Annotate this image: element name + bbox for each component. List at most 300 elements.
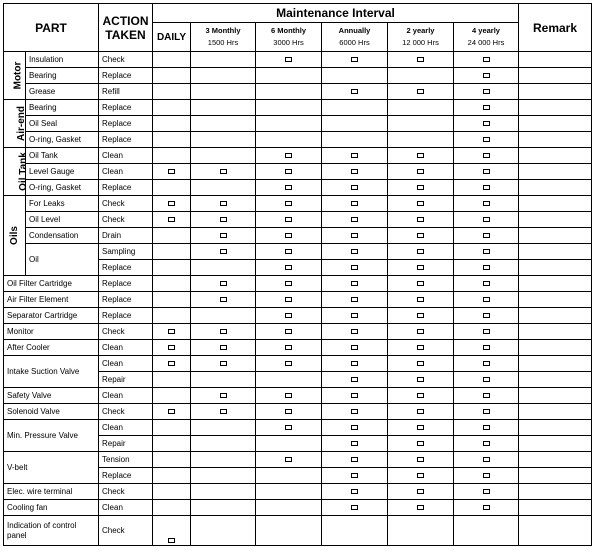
checkbox-icon bbox=[351, 329, 358, 334]
interval-cell bbox=[153, 484, 191, 500]
checkbox-icon bbox=[417, 361, 424, 366]
checkbox-icon bbox=[483, 505, 490, 510]
interval-cell bbox=[322, 244, 388, 260]
checkbox-icon bbox=[483, 345, 490, 350]
interval-cell bbox=[191, 436, 256, 452]
interval-header-annually bbox=[322, 23, 388, 52]
interval-cell bbox=[153, 276, 191, 292]
interval-cell bbox=[191, 164, 256, 180]
interval-cell bbox=[322, 420, 388, 436]
interval-cell bbox=[322, 132, 388, 148]
part-name: Separator Cartridge bbox=[4, 308, 99, 324]
checkbox-icon bbox=[285, 313, 292, 318]
interval-cell bbox=[388, 100, 454, 116]
checkbox-icon bbox=[351, 297, 358, 302]
interval-hours: 6000 Hrs bbox=[339, 38, 370, 47]
group-label-text: Oil Tank bbox=[17, 152, 29, 191]
interval-label: 2 yearly bbox=[406, 26, 435, 35]
checkbox-icon bbox=[351, 89, 358, 94]
checkbox-icon bbox=[220, 233, 227, 238]
interval-cell bbox=[454, 292, 519, 308]
interval-cell bbox=[256, 244, 322, 260]
checkbox-icon bbox=[417, 505, 424, 510]
remark-cell bbox=[519, 404, 592, 420]
interval-cell bbox=[322, 516, 388, 546]
table-row bbox=[4, 52, 592, 68]
checkbox-icon bbox=[417, 409, 424, 414]
interval-cell bbox=[191, 212, 256, 228]
remark-cell bbox=[519, 180, 592, 196]
part-name: Intake Suction Valve bbox=[4, 356, 99, 388]
checkbox-icon bbox=[351, 201, 358, 206]
interval-cell bbox=[454, 132, 519, 148]
checkbox-icon bbox=[483, 217, 490, 222]
table-row bbox=[4, 452, 592, 468]
part-name: Bearing bbox=[26, 100, 99, 116]
action-taken: Replace bbox=[99, 292, 153, 308]
remark-cell bbox=[519, 196, 592, 212]
interval-cell bbox=[256, 116, 322, 132]
checkbox-icon bbox=[483, 425, 490, 430]
interval-cell bbox=[322, 116, 388, 132]
interval-cell bbox=[256, 388, 322, 404]
checkbox-icon bbox=[285, 457, 292, 462]
group-label-text: Motor bbox=[12, 61, 24, 90]
part-name: Cooling fan bbox=[4, 500, 99, 516]
checkbox-icon bbox=[220, 409, 227, 414]
interval-cell bbox=[454, 340, 519, 356]
interval-cell bbox=[256, 132, 322, 148]
part-name: Bearing bbox=[26, 68, 99, 84]
part-name: Safety Valve bbox=[4, 388, 99, 404]
remark-cell bbox=[519, 388, 592, 404]
interval-cell bbox=[322, 324, 388, 340]
table-row bbox=[4, 340, 592, 356]
action-taken: Check bbox=[99, 324, 153, 340]
interval-cell bbox=[388, 132, 454, 148]
interval-cell bbox=[322, 436, 388, 452]
interval-cell bbox=[153, 212, 191, 228]
interval-cell bbox=[191, 404, 256, 420]
checkbox-icon bbox=[483, 489, 490, 494]
interval-cell bbox=[454, 180, 519, 196]
part-header: PART bbox=[4, 4, 99, 52]
remark-cell bbox=[519, 228, 592, 244]
interval-cell bbox=[388, 356, 454, 372]
checkbox-icon bbox=[351, 265, 358, 270]
interval-cell bbox=[153, 356, 191, 372]
group-label-oils bbox=[4, 196, 26, 276]
interval-cell bbox=[191, 196, 256, 212]
checkbox-icon bbox=[483, 313, 490, 318]
checkbox-icon bbox=[483, 361, 490, 366]
table-row bbox=[4, 212, 592, 228]
interval-cell bbox=[322, 260, 388, 276]
checkbox-icon bbox=[483, 169, 490, 174]
interval-cell bbox=[454, 500, 519, 516]
interval-cell bbox=[191, 228, 256, 244]
remark-cell bbox=[519, 164, 592, 180]
checkbox-icon bbox=[483, 249, 490, 254]
remark-cell bbox=[519, 500, 592, 516]
checkbox-icon bbox=[285, 233, 292, 238]
interval-label: Annually bbox=[338, 26, 371, 35]
checkbox-icon bbox=[351, 393, 358, 398]
interval-cell bbox=[322, 452, 388, 468]
action-taken: Clean bbox=[99, 388, 153, 404]
checkbox-icon bbox=[417, 89, 424, 94]
interval-cell bbox=[256, 52, 322, 68]
checkbox-icon bbox=[351, 249, 358, 254]
checkbox-icon bbox=[168, 169, 175, 174]
action-taken: Sampling bbox=[99, 244, 153, 260]
checkbox-icon bbox=[417, 313, 424, 318]
action-taken-header bbox=[99, 4, 153, 52]
interval-cell bbox=[256, 356, 322, 372]
interval-cell bbox=[388, 84, 454, 100]
checkbox-icon bbox=[417, 233, 424, 238]
interval-cell bbox=[454, 308, 519, 324]
interval-cell bbox=[191, 420, 256, 436]
checkbox-icon bbox=[351, 361, 358, 366]
interval-cell bbox=[153, 196, 191, 212]
table-row bbox=[4, 308, 592, 324]
interval-cell bbox=[256, 276, 322, 292]
remark-cell bbox=[519, 516, 592, 546]
part-name: Elec. wire terminal bbox=[4, 484, 99, 500]
checkbox-icon bbox=[483, 441, 490, 446]
checkbox-icon bbox=[351, 153, 358, 158]
checkbox-icon bbox=[483, 57, 490, 62]
interval-hours: 1500 Hrs bbox=[207, 38, 239, 47]
action-taken: Tension bbox=[99, 452, 153, 468]
checkbox-icon bbox=[417, 489, 424, 494]
group-label-text: Oils bbox=[9, 226, 20, 245]
checkbox-icon bbox=[285, 345, 292, 350]
interval-cell bbox=[388, 484, 454, 500]
part-name: Oil bbox=[26, 244, 99, 276]
interval-cell bbox=[388, 228, 454, 244]
interval-cell bbox=[454, 404, 519, 420]
checkbox-icon bbox=[285, 281, 292, 286]
checkbox-icon bbox=[483, 185, 490, 190]
remark-cell bbox=[519, 292, 592, 308]
checkbox-icon bbox=[417, 217, 424, 222]
interval-cell bbox=[322, 308, 388, 324]
checkbox-icon bbox=[168, 201, 175, 206]
interval-cell bbox=[153, 260, 191, 276]
part-name: O-ring, Gasket bbox=[26, 180, 99, 196]
checkbox-icon bbox=[483, 473, 490, 478]
part-name: For Leaks bbox=[26, 196, 99, 212]
interval-hours: 12 000 Hrs bbox=[402, 38, 439, 47]
interval-cell bbox=[454, 452, 519, 468]
checkbox-icon bbox=[417, 329, 424, 334]
interval-cell bbox=[256, 228, 322, 244]
interval-cell bbox=[153, 228, 191, 244]
interval-cell bbox=[454, 212, 519, 228]
interval-cell bbox=[388, 452, 454, 468]
interval-cell bbox=[153, 308, 191, 324]
action-taken: Clean bbox=[99, 356, 153, 372]
interval-cell bbox=[388, 116, 454, 132]
group-label-motor bbox=[4, 52, 26, 100]
interval-cell bbox=[454, 420, 519, 436]
interval-cell bbox=[388, 420, 454, 436]
checkbox-icon bbox=[417, 265, 424, 270]
interval-cell bbox=[454, 356, 519, 372]
table-row bbox=[4, 388, 592, 404]
remark-cell bbox=[519, 276, 592, 292]
interval-header-3monthly bbox=[191, 23, 256, 52]
interval-cell bbox=[454, 436, 519, 452]
checkbox-icon bbox=[417, 249, 424, 254]
checkbox-icon bbox=[351, 313, 358, 318]
remark-cell bbox=[519, 340, 592, 356]
remark-cell bbox=[519, 84, 592, 100]
interval-cell bbox=[322, 372, 388, 388]
checkbox-icon bbox=[351, 425, 358, 430]
checkbox-icon bbox=[220, 201, 227, 206]
interval-cell bbox=[191, 84, 256, 100]
interval-cell bbox=[454, 516, 519, 546]
action-taken: Repair bbox=[99, 436, 153, 452]
checkbox-icon bbox=[285, 57, 292, 62]
part-name: Solenoid Valve bbox=[4, 404, 99, 420]
interval-cell bbox=[322, 180, 388, 196]
remark-cell bbox=[519, 372, 592, 388]
checkbox-icon bbox=[483, 73, 490, 78]
remark-cell bbox=[519, 484, 592, 500]
checkbox-icon bbox=[483, 297, 490, 302]
interval-cell bbox=[454, 228, 519, 244]
interval-cell bbox=[256, 372, 322, 388]
interval-cell bbox=[153, 244, 191, 260]
interval-cell bbox=[191, 516, 256, 546]
interval-cell bbox=[454, 324, 519, 340]
checkbox-icon bbox=[351, 377, 358, 382]
checkbox-icon bbox=[417, 169, 424, 174]
interval-cell bbox=[256, 436, 322, 452]
interval-cell bbox=[322, 276, 388, 292]
action-taken: Replace bbox=[99, 468, 153, 484]
checkbox-icon bbox=[483, 89, 490, 94]
interval-cell bbox=[153, 516, 191, 546]
interval-cell bbox=[191, 100, 256, 116]
table-row bbox=[4, 196, 592, 212]
action-taken: Replace bbox=[99, 116, 153, 132]
checkbox-icon bbox=[220, 297, 227, 302]
interval-label: 3 Monthly bbox=[205, 26, 241, 35]
action-taken: Check bbox=[99, 212, 153, 228]
checkbox-icon bbox=[417, 377, 424, 382]
table-row bbox=[4, 404, 592, 420]
checkbox-icon bbox=[220, 345, 227, 350]
checkbox-icon bbox=[285, 361, 292, 366]
interval-cell bbox=[256, 484, 322, 500]
action-taken: Repair bbox=[99, 372, 153, 388]
remark-cell bbox=[519, 100, 592, 116]
action-taken: Drain bbox=[99, 228, 153, 244]
interval-header-4yearly bbox=[454, 23, 519, 52]
interval-cell bbox=[191, 244, 256, 260]
interval-cell bbox=[256, 324, 322, 340]
checkbox-icon bbox=[220, 169, 227, 174]
checkbox-icon bbox=[168, 538, 175, 543]
table-row bbox=[4, 292, 592, 308]
interval-cell bbox=[388, 244, 454, 260]
part-name: Oil Seal bbox=[26, 116, 99, 132]
interval-cell bbox=[256, 260, 322, 276]
interval-cell bbox=[322, 68, 388, 84]
interval-header-2yearly bbox=[388, 23, 454, 52]
checkbox-icon bbox=[168, 361, 175, 366]
interval-cell bbox=[153, 500, 191, 516]
part-name: Condensation bbox=[26, 228, 99, 244]
table-row bbox=[4, 84, 592, 100]
maintenance-table bbox=[3, 3, 592, 546]
remark-cell bbox=[519, 452, 592, 468]
part-name: Oil Level bbox=[26, 212, 99, 228]
checkbox-icon bbox=[351, 233, 358, 238]
table-row bbox=[4, 164, 592, 180]
part-name: Oil Filter Cartridge bbox=[4, 276, 99, 292]
checkbox-icon bbox=[417, 185, 424, 190]
remark-cell bbox=[519, 244, 592, 260]
interval-cell bbox=[388, 148, 454, 164]
action-header-line2: TAKEN bbox=[105, 27, 146, 42]
interval-cell bbox=[454, 164, 519, 180]
interval-cell bbox=[322, 228, 388, 244]
table-row bbox=[4, 100, 592, 116]
interval-cell bbox=[322, 500, 388, 516]
interval-cell bbox=[388, 276, 454, 292]
interval-cell bbox=[256, 180, 322, 196]
interval-cell bbox=[191, 68, 256, 84]
checkbox-icon bbox=[417, 57, 424, 62]
checkbox-icon bbox=[285, 425, 292, 430]
interval-cell bbox=[191, 276, 256, 292]
interval-cell bbox=[191, 372, 256, 388]
checkbox-icon bbox=[351, 441, 358, 446]
interval-cell bbox=[454, 388, 519, 404]
interval-cell bbox=[454, 260, 519, 276]
interval-cell bbox=[256, 148, 322, 164]
checkbox-icon bbox=[168, 409, 175, 414]
checkbox-icon bbox=[483, 377, 490, 382]
table-row bbox=[4, 324, 592, 340]
interval-cell bbox=[454, 276, 519, 292]
checkbox-icon bbox=[351, 457, 358, 462]
interval-cell bbox=[388, 468, 454, 484]
action-taken: Clean bbox=[99, 148, 153, 164]
interval-cell bbox=[256, 340, 322, 356]
table-row bbox=[4, 148, 592, 164]
part-name: Air Filter Element bbox=[4, 292, 99, 308]
action-taken: Replace bbox=[99, 180, 153, 196]
interval-cell bbox=[388, 324, 454, 340]
interval-cell bbox=[256, 452, 322, 468]
interval-cell bbox=[191, 292, 256, 308]
group-label-oiltank bbox=[4, 148, 29, 196]
interval-cell bbox=[191, 52, 256, 68]
interval-cell bbox=[454, 372, 519, 388]
interval-cell bbox=[454, 68, 519, 84]
interval-cell bbox=[322, 484, 388, 500]
interval-cell bbox=[388, 52, 454, 68]
remark-cell bbox=[519, 436, 592, 452]
remark-cell bbox=[519, 420, 592, 436]
checkbox-icon bbox=[220, 361, 227, 366]
interval-cell bbox=[153, 180, 191, 196]
remark-cell bbox=[519, 356, 592, 372]
interval-cell bbox=[322, 52, 388, 68]
checkbox-icon bbox=[417, 473, 424, 478]
remark-cell bbox=[519, 212, 592, 228]
interval-cell bbox=[191, 340, 256, 356]
checkbox-icon bbox=[285, 393, 292, 398]
checkbox-icon bbox=[483, 393, 490, 398]
checkbox-icon bbox=[351, 489, 358, 494]
action-taken: Replace bbox=[99, 308, 153, 324]
checkbox-icon bbox=[483, 137, 490, 142]
interval-cell bbox=[256, 516, 322, 546]
interval-cell bbox=[454, 468, 519, 484]
table-row bbox=[4, 420, 592, 436]
action-taken: Check bbox=[99, 516, 153, 546]
interval-cell bbox=[454, 196, 519, 212]
interval-cell bbox=[191, 260, 256, 276]
interval-cell bbox=[191, 116, 256, 132]
part-name: V-belt bbox=[4, 452, 99, 484]
checkbox-icon bbox=[483, 265, 490, 270]
checkbox-icon bbox=[483, 153, 490, 158]
action-taken: Replace bbox=[99, 68, 153, 84]
remark-cell bbox=[519, 324, 592, 340]
interval-cell bbox=[388, 372, 454, 388]
table-row bbox=[4, 132, 592, 148]
part-name: After Cooler bbox=[4, 340, 99, 356]
action-taken: Check bbox=[99, 52, 153, 68]
checkbox-icon bbox=[220, 217, 227, 222]
interval-label: 6 Monthly bbox=[271, 26, 306, 35]
interval-cell bbox=[322, 164, 388, 180]
checkbox-icon bbox=[351, 409, 358, 414]
interval-cell bbox=[153, 340, 191, 356]
group-label-airend bbox=[4, 100, 26, 148]
interval-cell bbox=[388, 164, 454, 180]
checkbox-icon bbox=[417, 153, 424, 158]
checkbox-icon bbox=[351, 185, 358, 190]
interval-cell bbox=[153, 84, 191, 100]
interval-cell bbox=[322, 212, 388, 228]
checkbox-icon bbox=[285, 217, 292, 222]
interval-cell bbox=[256, 196, 322, 212]
group-label-text: Air-end bbox=[16, 106, 27, 141]
interval-cell bbox=[191, 308, 256, 324]
interval-cell bbox=[322, 84, 388, 100]
interval-cell bbox=[153, 148, 191, 164]
interval-cell bbox=[322, 196, 388, 212]
interval-cell bbox=[153, 116, 191, 132]
action-taken: Clean bbox=[99, 500, 153, 516]
checkbox-icon bbox=[417, 425, 424, 430]
interval-cell bbox=[153, 436, 191, 452]
action-taken: Clean bbox=[99, 420, 153, 436]
remark-cell bbox=[519, 52, 592, 68]
interval-cell bbox=[191, 484, 256, 500]
checkbox-icon bbox=[483, 329, 490, 334]
